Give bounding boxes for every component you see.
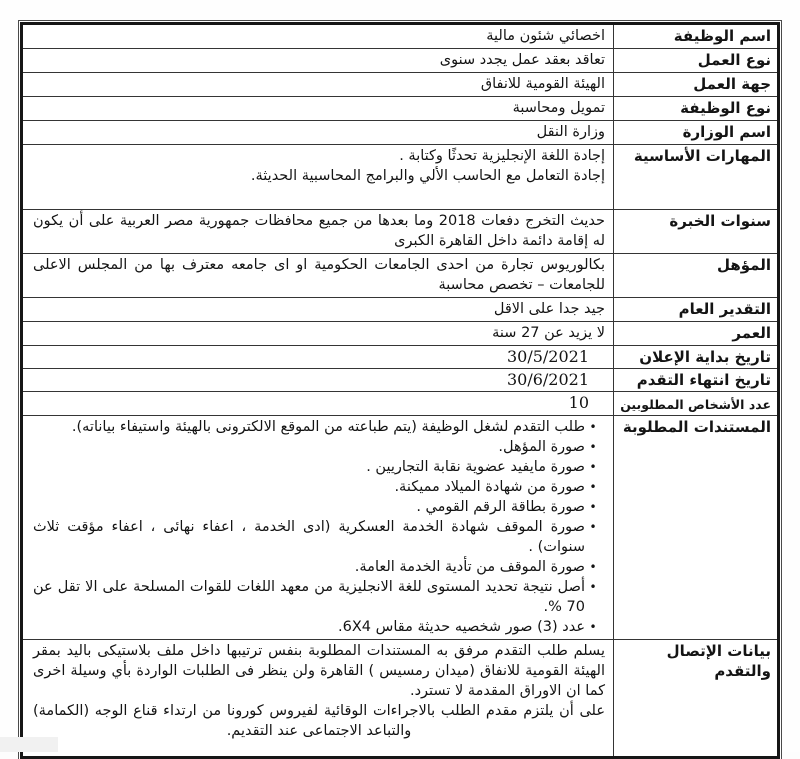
table-row-ministry — [23, 120, 777, 144]
row-label: عدد الأشخاص المطلوبين — [613, 392, 777, 415]
list-item-text: طلب التقدم لشغل الوظيفة (يتم طباعته من الموقع الالكترونى بالهيئة واستيفاء بياناته). — [71, 419, 585, 435]
scan-artifact — [0, 737, 58, 752]
table-row-start-date — [23, 345, 777, 368]
list-item-text: صورة بطاقة الرقم القومي . — [416, 499, 585, 515]
table-row-headcount — [23, 391, 777, 415]
row-value — [23, 640, 613, 756]
list-item — [33, 557, 601, 577]
row-value — [23, 416, 613, 639]
table-row-end-date — [23, 368, 777, 391]
list-item — [33, 477, 601, 497]
row-value: جيد جدا على الاقل — [493, 301, 605, 317]
row-label: اسم الوزارة — [613, 121, 777, 144]
list-item-text: عدد (3) صور شخصيه حديثة مقاس 6X4. — [338, 619, 585, 635]
list-item-text: صورة مايفيد عضوية نقابة التجاريين . — [366, 459, 585, 475]
table-row-work-type — [23, 48, 777, 72]
row-label: سنوات الخبرة — [613, 210, 777, 253]
list-item-text: صورة المؤهل. — [498, 439, 585, 455]
row-label: التقدير العام — [613, 298, 777, 321]
list-item-text: صورة الموقف من تأدية الخدمة العامة. — [354, 559, 585, 575]
table-row-age — [23, 321, 777, 345]
row-value: حديث التخرج دفعات 2018 وما بعدها من جميع محافظات جمهورية مصر العربية على أن يكون له إقامة دائمة داخل القاهرة الكبرى — [33, 213, 605, 249]
list-item — [33, 437, 601, 457]
row-label: نوع العمل — [613, 49, 777, 72]
list-item-text: صورة الموقف شهادة الخدمة العسكرية (ادى الخدمة ، اعفاء نهائى ، اعفاء مؤقت ثلاث سنوات) . — [33, 519, 585, 555]
bullet-icon: • — [589, 500, 597, 514]
table-row-qualification — [23, 253, 777, 297]
bullet-icon: • — [589, 420, 597, 434]
table-row-documents — [23, 415, 777, 639]
covid-note-paragraph: على أن يلتزم مقدم الطلب بالاجراءات الوقائية لفيروس كورونا من ارتداء قناع الوجه (الكمامة) والتباعد الاجتماعى عند التقديم. — [33, 703, 605, 739]
table-row-experience — [23, 209, 777, 253]
skill-line: إجادة التعامل مع الحاسب الألي والبرامج المحاسبية الحديثة. — [250, 168, 605, 184]
row-value: بكالوريوس تجارة من احدى الجامعات الحكومية او اى جامعه معترف بها من المجلس الاعلى للجامعات – تخصص محاسبة — [33, 257, 605, 293]
row-label: نوع الوظيفة — [613, 97, 777, 120]
list-item — [33, 457, 601, 477]
row-value: الهيئة القومية للانفاق — [480, 76, 605, 92]
row-label: بيانات الإتصال والتقدم — [613, 640, 777, 756]
bullet-icon: • — [589, 440, 597, 454]
row-label: المؤهل — [613, 254, 777, 297]
row-value — [23, 145, 613, 209]
bullet-icon: • — [589, 560, 597, 574]
row-value: وزارة النقل — [536, 124, 605, 140]
table-row-skills — [23, 144, 777, 209]
row-label: تاريخ بداية الإعلان — [613, 346, 777, 368]
row-value: 30/6/2021 — [506, 370, 589, 389]
row-label: المهارات الأساسية — [613, 145, 777, 209]
bullet-icon: • — [589, 520, 597, 534]
list-item-text: صورة من شهادة الميلاد مميكنة. — [394, 479, 585, 495]
bullet-icon: • — [589, 480, 597, 494]
row-value: لا يزيد عن 27 سنة — [492, 325, 605, 341]
contact-paragraph: يسلم طلب التقدم مرفق به المستندات المطلوبة بنفس ترتيبها داخل ملف بلاستيكى باليد بمقر الهيئة القومية للانفاق (ميدان رمسيس ) القاهرة ولن ينظر فى الطلبات الواردة بأي وسيلة اخرى كما ان الاوراق المقدمة لا تسترد. — [33, 643, 605, 699]
row-value: 30/5/2021 — [506, 347, 589, 366]
list-item — [33, 497, 601, 517]
list-item-text: أصل نتيجة تحديد المستوى للغة الانجليزية من معهد اللغات للقوات المسلحة على الا تقل عن 70 %. — [33, 579, 585, 615]
row-label: اسم الوظيفة — [613, 25, 777, 48]
row-value: تعاقد بعقد عمل يجدد سنوى — [439, 52, 605, 68]
bullet-icon: • — [589, 620, 597, 634]
bullet-icon: • — [589, 460, 597, 474]
row-label: المستندات المطلوبة — [613, 416, 777, 639]
row-value: اخصائي شئون مالية — [486, 28, 605, 44]
bullet-icon: • — [589, 580, 597, 594]
row-label: جهة العمل — [613, 73, 777, 96]
list-item — [33, 577, 601, 617]
table-row-employer — [23, 72, 777, 96]
table-row-contact — [23, 639, 777, 756]
skill-line: إجادة اللغة الإنجليزية تحدثًا وكتابة . — [399, 148, 605, 164]
row-label: تاريخ انتهاء التقدم — [613, 369, 777, 391]
row-value: تمويل ومحاسبة — [512, 100, 605, 116]
table-row-job-name — [23, 25, 777, 48]
list-item — [33, 617, 601, 637]
row-label: العمر — [613, 322, 777, 345]
job-announcement-table — [20, 22, 780, 759]
list-item — [33, 517, 601, 557]
table-row-job-category — [23, 96, 777, 120]
table-row-grade — [23, 297, 777, 321]
row-value: 10 — [568, 393, 589, 412]
list-item — [33, 417, 601, 437]
